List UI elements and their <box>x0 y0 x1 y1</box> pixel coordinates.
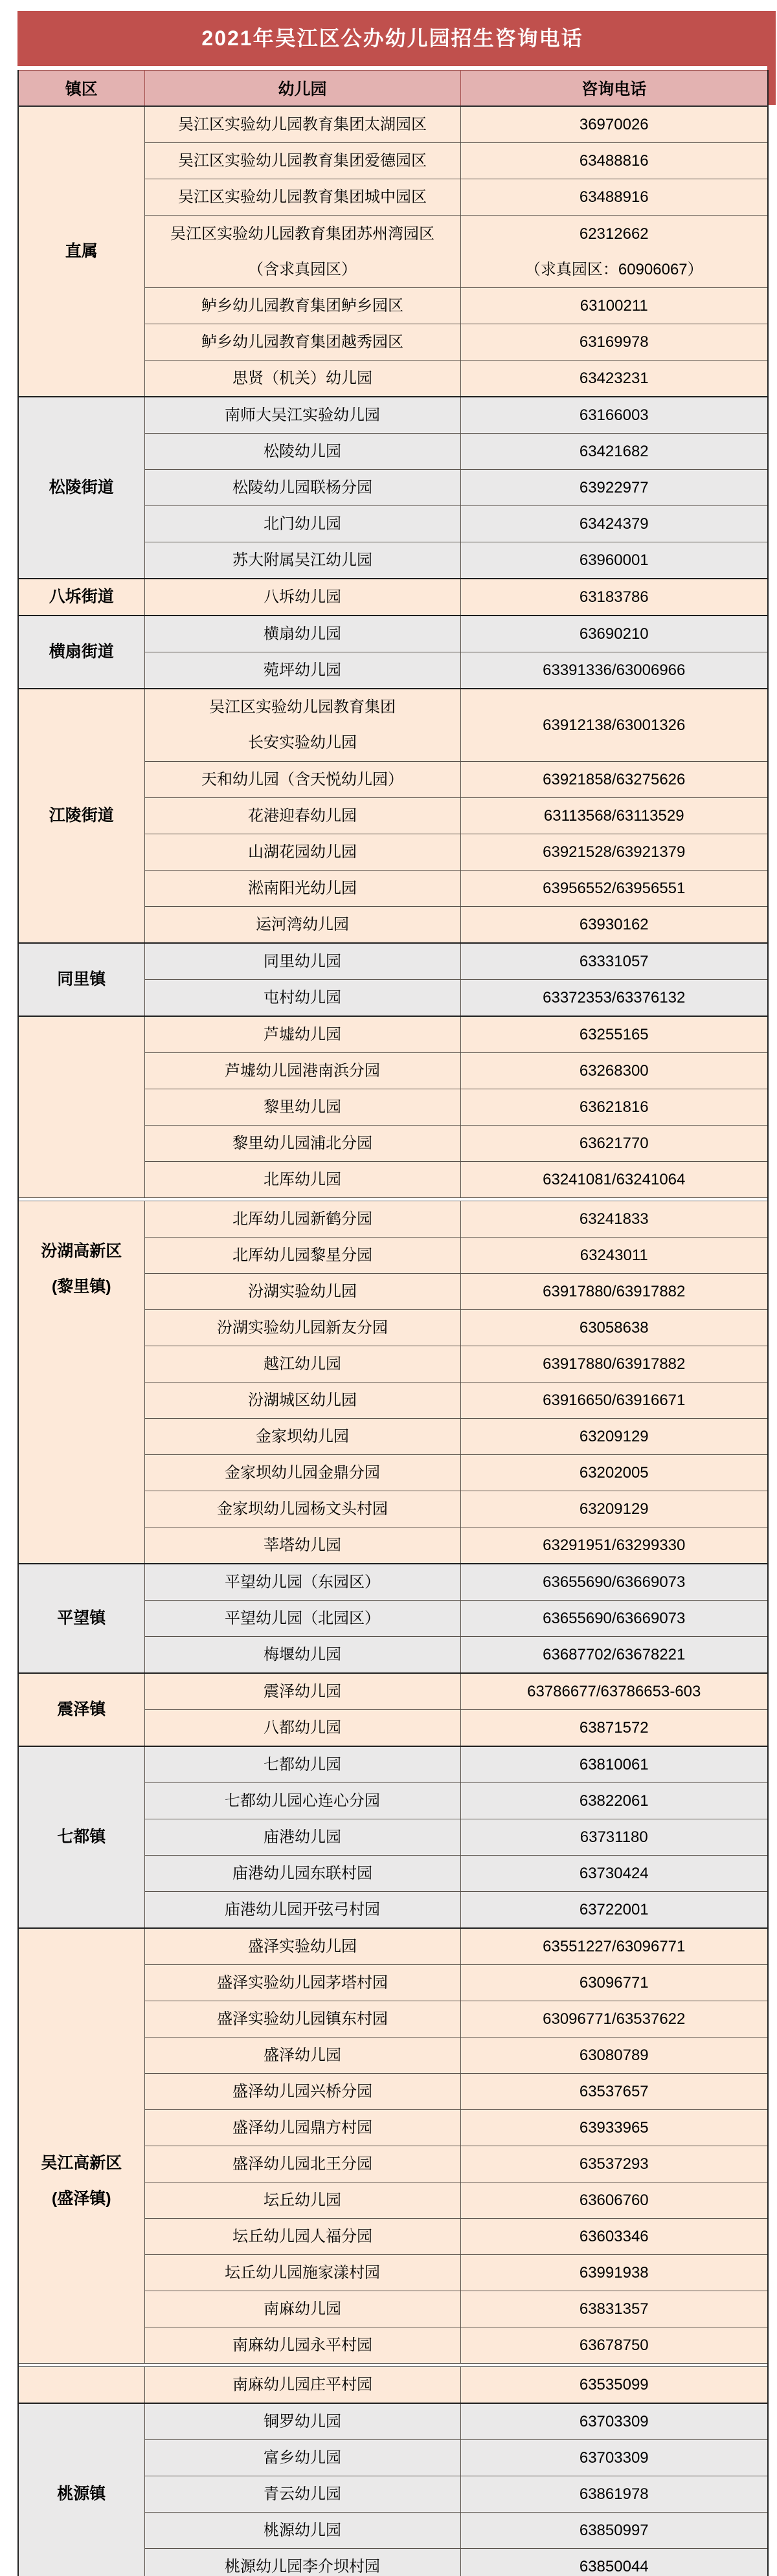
col-header-phone: 咨询电话 <box>460 71 768 107</box>
phone-cell: 63930162 <box>460 906 768 943</box>
kindergarten-cell: 南麻幼儿园永平村园 <box>144 2327 460 2363</box>
phone-cell: 63703309 <box>460 2439 768 2476</box>
phone-cell: 63113568/63113529 <box>460 797 768 834</box>
district-cell: 桃源镇 <box>18 2403 144 2576</box>
kindergarten-cell: 思贤（机关）幼儿园 <box>144 361 460 397</box>
phone-cell: 63786677/63786653-603 <box>460 1673 768 1710</box>
table-row <box>18 1928 768 1965</box>
kindergarten-cell: 桃源幼儿园 <box>144 2512 460 2548</box>
kindergarten-cell: 平望幼儿园（东园区） <box>144 1564 460 1601</box>
page-title: 2021年吴江区公办幼儿园招生咨询电话 <box>17 11 767 66</box>
kindergarten-cell: 松陵幼儿园联杨分园 <box>144 470 460 506</box>
phone-cell: 63822061 <box>460 1782 768 1819</box>
phone-cell: 63209129 <box>460 1418 768 1454</box>
kindergarten-phone-table <box>17 70 769 2576</box>
phone-cell: 63166003 <box>460 397 768 434</box>
table-row <box>18 106 768 143</box>
kindergarten-cell: 黎里幼儿园 <box>144 1089 460 1125</box>
table-row <box>18 1673 768 1710</box>
phone-cell: 63922977 <box>460 470 768 506</box>
phone-cell: 62312662 （求真园区：60906067） <box>460 216 768 288</box>
phone-cell: 63058638 <box>460 1309 768 1346</box>
kindergarten-cell: 八坼幼儿园 <box>144 579 460 616</box>
kindergarten-cell: 吴江区实验幼儿园教育集团太湖园区 <box>144 106 460 143</box>
phone-cell: 63391336/63006966 <box>460 652 768 689</box>
district-cell: 同里镇 <box>18 943 144 1016</box>
kindergarten-cell: 盛泽实验幼儿园镇东村园 <box>144 2001 460 2037</box>
kindergarten-cell: 菀坪幼儿园 <box>144 652 460 689</box>
table-row <box>18 397 768 434</box>
col-header-kindergarten: 幼儿园 <box>144 71 460 107</box>
kindergarten-cell: 金家坝幼儿园金鼎分园 <box>144 1454 460 1491</box>
phone-cell: 63202005 <box>460 1454 768 1491</box>
kindergarten-cell: 吴江区实验幼儿园教育集团城中园区 <box>144 179 460 216</box>
kindergarten-cell: 盛泽实验幼儿园茅塔村园 <box>144 1964 460 2001</box>
kindergarten-cell: 北厍幼儿园黎星分园 <box>144 1237 460 1273</box>
kindergarten-cell: 震泽幼儿园 <box>144 1673 460 1710</box>
kindergarten-cell: 盛泽幼儿园兴桥分园 <box>144 2073 460 2109</box>
phone-cell: 63730424 <box>460 1855 768 1891</box>
phone-cell: 63372353/63376132 <box>460 979 768 1016</box>
phone-cell: 63488916 <box>460 179 768 216</box>
phone-cell: 63722001 <box>460 1891 768 1928</box>
kindergarten-cell: 金家坝幼儿园杨文头村园 <box>144 1491 460 1527</box>
kindergarten-cell: 庙港幼儿园东联村园 <box>144 1855 460 1891</box>
kindergarten-cell: 盛泽实验幼儿园 <box>144 1928 460 1965</box>
phone-cell: 63537293 <box>460 2146 768 2182</box>
phone-cell: 63912138/63001326 <box>460 689 768 761</box>
phone-cell: 63960001 <box>460 542 768 579</box>
table-row <box>18 1016 768 1053</box>
phone-cell: 63169978 <box>460 324 768 361</box>
kindergarten-cell: 汾湖城区幼儿园 <box>144 1382 460 1418</box>
phone-cell: 63861978 <box>460 2476 768 2512</box>
phone-cell: 63551227/63096771 <box>460 1928 768 1965</box>
kindergarten-cell: 汾湖实验幼儿园 <box>144 1273 460 1309</box>
kindergarten-cell: 松陵幼儿园 <box>144 434 460 470</box>
phone-cell: 63810061 <box>460 1746 768 1783</box>
phone-cell: 63850997 <box>460 2512 768 2548</box>
kindergarten-cell: 铜罗幼儿园 <box>144 2403 460 2440</box>
kindergarten-cell: 南麻幼儿园庄平村园 <box>144 2366 460 2403</box>
phone-cell: 63621770 <box>460 1125 768 1161</box>
phone-cell: 63255165 <box>460 1016 768 1053</box>
phone-cell: 63921528/63921379 <box>460 834 768 870</box>
kindergarten-cell: 横扇幼儿园 <box>144 616 460 652</box>
phone-cell: 63917880/63917882 <box>460 1273 768 1309</box>
phone-cell: 63921858/63275626 <box>460 761 768 797</box>
table-row <box>18 1201 768 1237</box>
phone-cell: 63606760 <box>460 2182 768 2218</box>
phone-cell: 63703309 <box>460 2403 768 2440</box>
header-row <box>18 71 768 107</box>
kindergarten-cell: 平望幼儿园（北园区） <box>144 1600 460 1636</box>
phone-cell: 63655690/63669073 <box>460 1564 768 1601</box>
kindergarten-cell: 芦墟幼儿园港南浜分园 <box>144 1052 460 1089</box>
phone-cell: 63603346 <box>460 2218 768 2254</box>
phone-cell: 63331057 <box>460 943 768 980</box>
phone-cell: 63488816 <box>460 143 768 179</box>
phone-cell: 63678750 <box>460 2327 768 2363</box>
phone-cell: 63209129 <box>460 1491 768 1527</box>
kindergarten-cell: 八都幼儿园 <box>144 1709 460 1746</box>
phone-cell: 63956552/63956551 <box>460 870 768 906</box>
phone-cell: 63183786 <box>460 579 768 616</box>
table-row <box>18 2403 768 2440</box>
phone-cell: 63991938 <box>460 2254 768 2291</box>
phone-cell: 63621816 <box>460 1089 768 1125</box>
district-cell: 松陵街道 <box>18 397 144 579</box>
kindergarten-cell: 坛丘幼儿园人福分园 <box>144 2218 460 2254</box>
district-cell: 江陵街道 <box>18 689 144 943</box>
kindergarten-cell: 庙港幼儿园开弦弓村园 <box>144 1891 460 1928</box>
kindergarten-cell: 越江幼儿园 <box>144 1346 460 1382</box>
kindergarten-cell: 运河湾幼儿园 <box>144 906 460 943</box>
district-cell <box>18 1016 144 1198</box>
kindergarten-cell: 天和幼儿园（含天悦幼儿园） <box>144 761 460 797</box>
phone-cell: 63241833 <box>460 1201 768 1237</box>
phone-cell: 63291951/63299330 <box>460 1527 768 1564</box>
table-row <box>18 579 768 616</box>
kindergarten-cell: 淞南阳光幼儿园 <box>144 870 460 906</box>
phone-cell: 63933965 <box>460 2109 768 2146</box>
district-cell: 八坼街道 <box>18 579 144 616</box>
phone-cell: 63080789 <box>460 2037 768 2073</box>
kindergarten-cell: 苏大附属吴江幼儿园 <box>144 542 460 579</box>
kindergarten-cell: 盛泽幼儿园北王分园 <box>144 2146 460 2182</box>
kindergarten-cell: 莘塔幼儿园 <box>144 1527 460 1564</box>
kindergarten-cell: 青云幼儿园 <box>144 2476 460 2512</box>
kindergarten-cell: 屯村幼儿园 <box>144 979 460 1016</box>
kindergarten-cell: 富乡幼儿园 <box>144 2439 460 2476</box>
phone-cell: 63421682 <box>460 434 768 470</box>
phone-cell: 63831357 <box>460 2291 768 2327</box>
table-row <box>18 689 768 761</box>
district-cell: 直属 <box>18 106 144 397</box>
phone-cell: 63690210 <box>460 616 768 652</box>
kindergarten-cell: 金家坝幼儿园 <box>144 1418 460 1454</box>
kindergarten-cell: 汾湖实验幼儿园新友分园 <box>144 1309 460 1346</box>
kindergarten-cell: 南师大吴江实验幼儿园 <box>144 397 460 434</box>
kindergarten-cell: 盛泽幼儿园 <box>144 2037 460 2073</box>
kindergarten-cell: 盛泽幼儿园鼎方村园 <box>144 2109 460 2146</box>
table-row <box>18 1564 768 1601</box>
kindergarten-cell: 北厍幼儿园新鹤分园 <box>144 1201 460 1237</box>
kindergarten-cell: 庙港幼儿园 <box>144 1819 460 1855</box>
kindergarten-cell: 花港迎春幼儿园 <box>144 797 460 834</box>
phone-cell: 63424379 <box>460 506 768 542</box>
kindergarten-cell: 七都幼儿园心连心分园 <box>144 1782 460 1819</box>
kindergarten-cell: 南麻幼儿园 <box>144 2291 460 2327</box>
district-cell <box>18 2366 144 2403</box>
kindergarten-cell: 吴江区实验幼儿园教育集团爱德园区 <box>144 143 460 179</box>
district-cell: 汾湖高新区 (黎里镇) <box>18 1201 144 1564</box>
phone-cell: 63243011 <box>460 1237 768 1273</box>
kindergarten-cell: 吴江区实验幼儿园教育集团苏州湾园区 （含求真园区） <box>144 216 460 288</box>
district-cell: 七都镇 <box>18 1746 144 1928</box>
phone-cell: 63687702/63678221 <box>460 1636 768 1673</box>
kindergarten-cell: 吴江区实验幼儿园教育集团 长安实验幼儿园 <box>144 689 460 761</box>
phone-cell: 63100211 <box>460 288 768 324</box>
district-cell: 平望镇 <box>18 1564 144 1673</box>
kindergarten-cell: 北门幼儿园 <box>144 506 460 542</box>
phone-cell: 63731180 <box>460 1819 768 1855</box>
kindergarten-cell: 七都幼儿园 <box>144 1746 460 1783</box>
district-cell: 震泽镇 <box>18 1673 144 1746</box>
phone-cell: 63916650/63916671 <box>460 1382 768 1418</box>
table-row <box>18 1746 768 1783</box>
kindergarten-cell: 山湖花园幼儿园 <box>144 834 460 870</box>
district-cell: 吴江高新区 (盛泽镇) <box>18 1928 144 2364</box>
phone-cell: 63096771 <box>460 1964 768 2001</box>
phone-cell: 63268300 <box>460 1052 768 1089</box>
phone-cell: 63241081/63241064 <box>460 1161 768 1197</box>
phone-cell: 63096771/63537622 <box>460 2001 768 2037</box>
table-row <box>18 616 768 652</box>
table-body <box>18 106 768 2576</box>
kindergarten-cell: 黎里幼儿园浦北分园 <box>144 1125 460 1161</box>
phone-cell: 63917880/63917882 <box>460 1346 768 1382</box>
kindergarten-cell: 芦墟幼儿园 <box>144 1016 460 1053</box>
district-cell: 横扇街道 <box>18 616 144 689</box>
phone-cell: 63655690/63669073 <box>460 1600 768 1636</box>
table-header <box>18 71 768 107</box>
kindergarten-cell: 桃源幼儿园李介坝村园 <box>144 2548 460 2576</box>
phone-cell: 63871572 <box>460 1709 768 1746</box>
phone-cell: 63535099 <box>460 2366 768 2403</box>
phone-cell: 63423231 <box>460 361 768 397</box>
kindergarten-cell: 同里幼儿园 <box>144 943 460 980</box>
phone-cell: 36970026 <box>460 106 768 143</box>
kindergarten-cell: 坛丘幼儿园施家漾村园 <box>144 2254 460 2291</box>
kindergarten-cell: 坛丘幼儿园 <box>144 2182 460 2218</box>
table-row <box>18 2366 768 2403</box>
table-row <box>18 943 768 980</box>
kindergarten-cell: 梅堰幼儿园 <box>144 1636 460 1673</box>
phone-cell: 63850044 <box>460 2548 768 2576</box>
kindergarten-cell: 北厍幼儿园 <box>144 1161 460 1197</box>
col-header-district: 镇区 <box>18 71 144 107</box>
kindergarten-cell: 鲈乡幼儿园教育集团越秀园区 <box>144 324 460 361</box>
phone-cell: 63537657 <box>460 2073 768 2109</box>
kindergarten-cell: 鲈乡幼儿园教育集团鲈乡园区 <box>144 288 460 324</box>
